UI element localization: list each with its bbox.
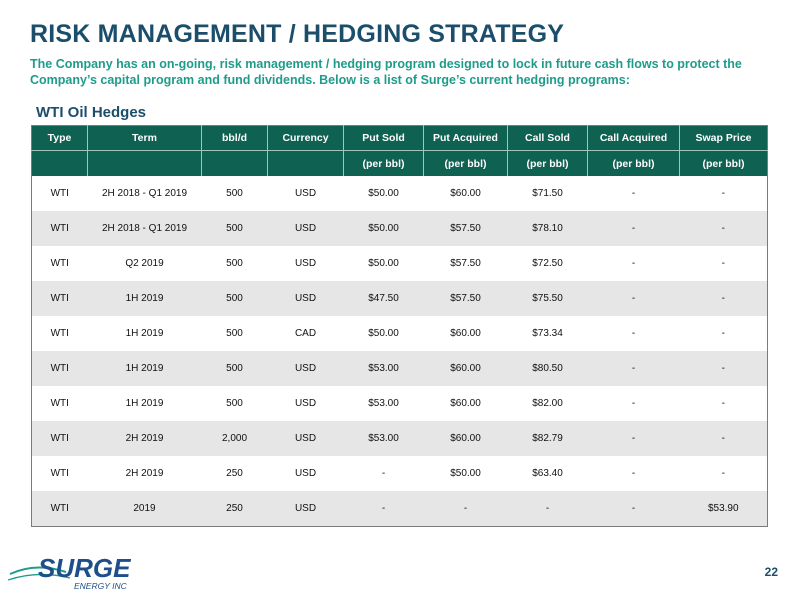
- col-header: Term: [88, 126, 202, 151]
- table-cell: $60.00: [450, 398, 481, 409]
- table-cell: -: [508, 491, 588, 527]
- table-cell: 500: [226, 188, 243, 199]
- table-cell: $50.00: [368, 188, 399, 199]
- table-cell: -: [721, 328, 725, 339]
- table-cell: $72.50: [532, 258, 563, 269]
- unit-header: [88, 151, 202, 177]
- table-cell: WTI: [50, 258, 69, 269]
- table-row: [32, 491, 768, 527]
- table-cell: $47.50: [344, 281, 424, 316]
- table-cell: 2H 2018 - Q1 2019: [101, 188, 188, 199]
- header-row: [32, 126, 768, 151]
- col-header: Call Sold: [508, 126, 588, 151]
- table-cell: -: [680, 351, 768, 386]
- table-cell: -: [344, 491, 424, 527]
- table-cell: -: [721, 468, 725, 479]
- table-cell: $82.79: [508, 421, 588, 456]
- table-cell: 250: [226, 468, 243, 479]
- section-title: WTI Oil Hedges: [36, 104, 147, 121]
- table-cell: -: [721, 258, 725, 269]
- table-cell: $71.50: [532, 188, 563, 199]
- table-cell: $63.40: [532, 468, 563, 479]
- unit-header: (per bbl): [588, 151, 680, 177]
- table-cell: USD: [268, 351, 344, 386]
- units-row: [32, 151, 768, 177]
- table-cell: 2H 2019: [88, 421, 202, 456]
- unit-header: (per bbl): [424, 151, 508, 177]
- table-row: [32, 456, 768, 491]
- table-cell: -: [588, 211, 680, 246]
- table-cell: -: [721, 188, 725, 199]
- table-cell: 1H 2019: [125, 398, 164, 409]
- surge-logo: [8, 548, 148, 594]
- table-cell: 500: [202, 211, 268, 246]
- table-cell: WTI: [32, 281, 88, 316]
- table-cell: USD: [294, 258, 317, 269]
- table-cell: 1H 2019: [88, 281, 202, 316]
- logo-name: SURGE: [38, 553, 131, 583]
- table-cell: $73.34: [532, 328, 563, 339]
- table-cell: -: [588, 281, 680, 316]
- table-cell: $60.00: [450, 328, 481, 339]
- table-cell: $78.10: [508, 211, 588, 246]
- table-cell: 500: [202, 351, 268, 386]
- table-cell: -: [680, 211, 768, 246]
- table-cell: 500: [226, 258, 243, 269]
- page-number: 22: [764, 565, 778, 579]
- logo-tagline: ENERGY INC: [74, 581, 127, 591]
- table-cell: $53.90: [680, 491, 768, 527]
- table-cell: CAD: [294, 328, 317, 339]
- table-row: [32, 211, 768, 246]
- table-cell: -: [588, 351, 680, 386]
- page-title: RISK MANAGEMENT / HEDGING STRATEGY: [30, 20, 565, 48]
- col-header: Type: [32, 126, 88, 151]
- table-cell: $53.00: [344, 421, 424, 456]
- table-cell: -: [631, 258, 636, 269]
- table-cell: -: [631, 468, 636, 479]
- table-cell: $50.00: [368, 258, 399, 269]
- unit-header: (per bbl): [680, 151, 768, 177]
- unit-header: [268, 151, 344, 177]
- table-row: [32, 246, 768, 281]
- table-cell: $57.50: [450, 258, 481, 269]
- table-cell: -: [680, 281, 768, 316]
- unit-header: (per bbl): [508, 151, 588, 177]
- table-cell: USD: [268, 421, 344, 456]
- table-cell: $57.50: [424, 281, 508, 316]
- table-row: [32, 316, 768, 351]
- table-cell: -: [631, 398, 636, 409]
- table-cell: USD: [294, 398, 317, 409]
- table-cell: WTI: [50, 328, 69, 339]
- table-cell: $50.00: [450, 468, 481, 479]
- table-cell: USD: [268, 281, 344, 316]
- table-cell: USD: [294, 468, 317, 479]
- table-cell: -: [631, 188, 636, 199]
- table-cell: WTI: [50, 468, 69, 479]
- table-cell: 2H 2018 - Q1 2019: [88, 211, 202, 246]
- table-cell: $75.50: [508, 281, 588, 316]
- table-cell: 500: [202, 281, 268, 316]
- col-header: bbl/d: [202, 126, 268, 151]
- table-cell: USD: [268, 491, 344, 527]
- table-cell: 250: [202, 491, 268, 527]
- table-cell: $53.00: [368, 398, 399, 409]
- table-cell: 2,000: [202, 421, 268, 456]
- table-cell: $60.00: [450, 188, 481, 199]
- table-cell: -: [381, 468, 386, 479]
- table-cell: $60.00: [424, 421, 508, 456]
- table-cell: -: [631, 328, 636, 339]
- table-cell: -: [680, 421, 768, 456]
- table-cell: WTI: [32, 211, 88, 246]
- table-row: [32, 176, 768, 211]
- table-cell: 2H 2019: [125, 468, 164, 479]
- table-cell: WTI: [32, 491, 88, 527]
- table-cell: $57.50: [424, 211, 508, 246]
- table-cell: $50.00: [344, 211, 424, 246]
- table-cell: WTI: [50, 398, 69, 409]
- table-cell: 1H 2019: [125, 328, 164, 339]
- unit-header: [32, 151, 88, 177]
- table-cell: -: [588, 421, 680, 456]
- table-cell: USD: [294, 188, 317, 199]
- table-row: [32, 351, 768, 386]
- table-row: [32, 421, 768, 456]
- unit-header: (per bbl): [344, 151, 424, 177]
- table-cell: 500: [226, 328, 243, 339]
- col-header: Currency: [268, 126, 344, 151]
- table-cell: 1H 2019: [88, 351, 202, 386]
- table-cell: WTI: [32, 351, 88, 386]
- table-cell: $50.00: [368, 328, 399, 339]
- table-cell: -: [424, 491, 508, 527]
- col-header: Put Sold: [344, 126, 424, 151]
- table-row: [32, 281, 768, 316]
- table-cell: WTI: [50, 188, 69, 199]
- col-header: Call Acquired: [588, 126, 680, 151]
- table-row: [32, 386, 768, 421]
- table-cell: 500: [226, 398, 243, 409]
- hedges-table: [31, 125, 768, 527]
- table-cell: Q2 2019: [125, 258, 164, 269]
- intro-paragraph: The Company has an on-going, risk management / hedging program designed to lock in future cash flows to protect the Company’s capital program and fund dividends. Below is a list of Surge’s current hedging programs:: [30, 57, 742, 87]
- table-cell: 2019: [88, 491, 202, 527]
- unit-header: [202, 151, 268, 177]
- col-header: Swap Price: [680, 126, 768, 151]
- table-cell: $82.00: [532, 398, 563, 409]
- table-cell: USD: [268, 211, 344, 246]
- col-header: Put Acquired: [424, 126, 508, 151]
- table-cell: $53.00: [344, 351, 424, 386]
- table-cell: -: [588, 491, 680, 527]
- table-cell: $60.00: [424, 351, 508, 386]
- table-cell: -: [721, 398, 725, 409]
- table-cell: $80.50: [508, 351, 588, 386]
- table-cell: WTI: [32, 421, 88, 456]
